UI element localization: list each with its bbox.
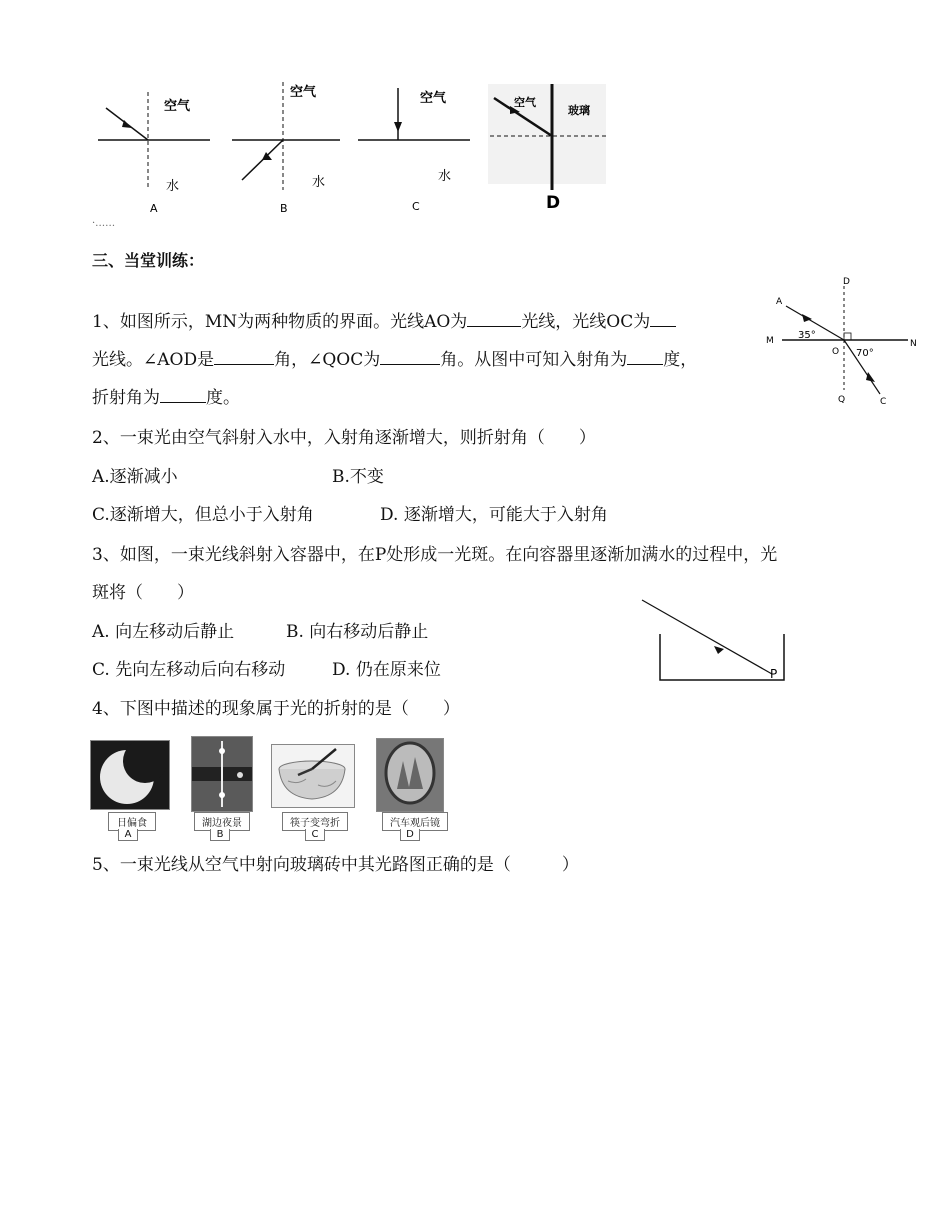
- q1-label-n: N: [910, 339, 917, 349]
- q1-text-2: 光线，光线OC为: [521, 312, 651, 332]
- q4-caption-c: 筷子变弯折: [282, 812, 348, 831]
- q1-blank-3[interactable]: [214, 348, 274, 365]
- q4-picture-d[interactable]: [376, 738, 444, 812]
- q1-text-5: 角。从图中可知入射角为: [440, 350, 628, 370]
- q1-line2: [92, 345, 697, 370]
- diagram-d: [488, 84, 606, 213]
- q1-label-d: D: [843, 277, 850, 287]
- q4-caption-d: 汽车观后镜: [382, 812, 448, 831]
- q1-label-q: Q: [838, 395, 846, 405]
- diagram-c: [358, 88, 470, 213]
- q5-stem: 5、一束光线从空气中射向玻璃砖中其光路图正确的是（ ）: [92, 855, 579, 875]
- diagram-a: [98, 92, 210, 215]
- q1-blank-2[interactable]: [650, 310, 676, 327]
- diagram-a-air: 空气: [164, 99, 191, 114]
- q1-blank-5[interactable]: [627, 348, 663, 365]
- diagram-a-water: 水: [166, 179, 180, 194]
- q2-option-a[interactable]: A.逐渐减小: [92, 467, 178, 487]
- q4-letter-c: C: [305, 829, 325, 841]
- q1-text-1: 1、如图所示，MN为两种物质的界面。光线AO为: [92, 312, 468, 332]
- q3-option-d[interactable]: D. 仍在原来位: [332, 660, 441, 680]
- q3-stem-line1: 3、如图，一束光线斜射入容器中，在P处形成一光斑。在向容器里逐渐加满水的过程中，光: [92, 545, 778, 565]
- q2-option-d[interactable]: D. 逐渐增大，可能大于入射角: [380, 505, 608, 525]
- stray-dots: ·……: [92, 218, 116, 229]
- diagram-b-water: 水: [312, 175, 326, 190]
- q4-letter-b: B: [210, 829, 230, 841]
- diagram-c-label: C: [412, 200, 420, 213]
- q1-text-7: 折射角为: [92, 388, 160, 408]
- diagram-b: [232, 82, 340, 215]
- section-title: 三、当堂训练：: [92, 251, 205, 270]
- top-diagrams: [90, 80, 620, 220]
- q3-option-a[interactable]: A. 向左移动后静止: [92, 622, 235, 642]
- q2-stem: 2、一束光由空气斜射入水中，入射角逐渐增大，则折射角（ ）: [92, 428, 596, 448]
- q4-stem: 4、下图中描述的现象属于光的折射的是（ ）: [92, 699, 460, 719]
- diagram-d-air: 空气: [514, 96, 536, 109]
- q4-picture-b[interactable]: [191, 736, 253, 812]
- q1-diagram: [760, 272, 920, 412]
- q1-blank-6[interactable]: [160, 386, 206, 403]
- q1-text-4: 角，∠QOC为: [274, 350, 381, 370]
- q1-line3: [92, 383, 240, 408]
- q1-label-m: M: [766, 336, 774, 346]
- q1-blank-4[interactable]: [380, 348, 440, 365]
- bowl-chopsticks-image: [272, 745, 354, 807]
- q4-picture-c[interactable]: [271, 744, 355, 808]
- q1-text-3: 光线。∠AOD是: [92, 350, 215, 370]
- q1-text-6: 度，: [663, 350, 698, 370]
- q4-letter-a: A: [118, 829, 138, 841]
- mirror-image: [377, 739, 443, 811]
- diagram-d-label: D: [546, 193, 561, 213]
- q1-label-c: C: [880, 397, 887, 407]
- q1-line1: [92, 307, 676, 332]
- q2-option-b[interactable]: B.不变: [332, 467, 384, 487]
- q1-angle-35: 35°: [798, 330, 816, 341]
- q1-text-8: 度。: [206, 388, 240, 408]
- diagram-c-water: 水: [438, 169, 452, 184]
- q3-option-c[interactable]: C. 先向左移动后向右移动: [92, 660, 286, 680]
- q4-letter-d: D: [400, 829, 420, 841]
- q4-caption-b: 湖边夜景: [194, 812, 250, 831]
- q1-blank-1[interactable]: [467, 310, 521, 327]
- q2-option-c[interactable]: C.逐渐增大，但总小于入射角: [92, 505, 314, 525]
- q1-angle-70: 70°: [856, 348, 874, 359]
- diagram-b-air: 空气: [290, 85, 317, 100]
- q1-label-o: O: [832, 347, 840, 357]
- q3-option-b[interactable]: B. 向右移动后静止: [286, 622, 429, 642]
- q3-container-diagram: [636, 594, 796, 686]
- q1-label-a: A: [776, 297, 783, 307]
- q3-stem-line2: 斑将（ ）: [92, 583, 194, 603]
- diagram-d-glass: 玻璃: [568, 104, 590, 117]
- diagram-c-air: 空气: [420, 91, 447, 106]
- eclipse-image: [91, 741, 169, 809]
- q3-point-p: P: [770, 667, 778, 681]
- diagram-b-label: B: [280, 202, 288, 215]
- lake-night-image: [192, 737, 252, 811]
- diagram-a-label: A: [150, 202, 158, 215]
- q4-caption-a: 日偏食: [108, 812, 156, 831]
- q4-picture-a[interactable]: [90, 740, 170, 810]
